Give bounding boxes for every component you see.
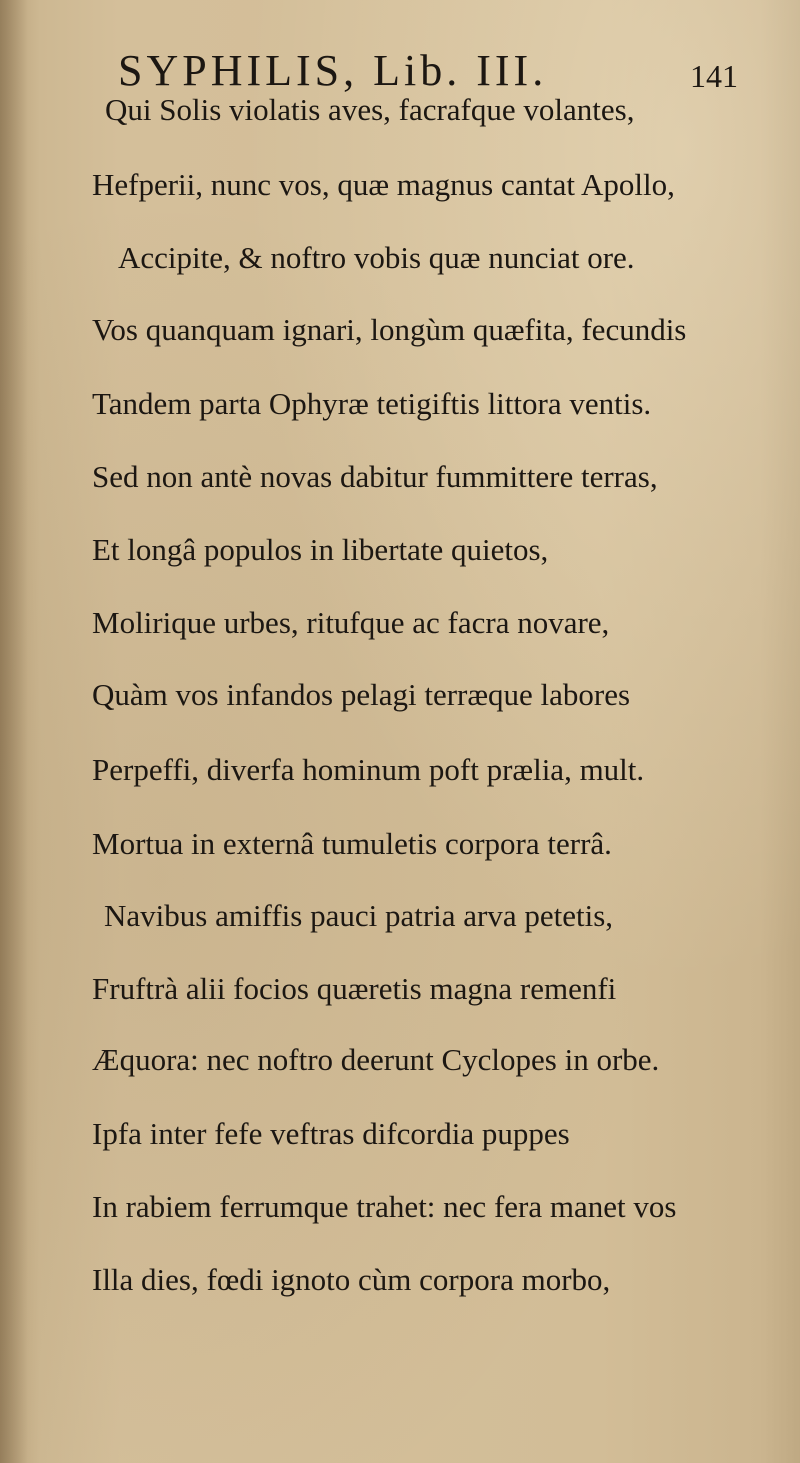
verse-line: Illa dies, fœdi ignoto cùm corpora morbo, — [92, 1262, 611, 1297]
verse-line: Quàm vos infandos pelagi terræque labores — [92, 677, 631, 712]
verse-line: Mortua in externâ tumuletis corpora terrâ. — [92, 826, 612, 861]
verse-line: Perpeffi, diverfa hominum poft prælia, mult. — [92, 752, 645, 787]
verse-line: Vos quanquam ignari, longùm quæfita, fecundis — [92, 312, 687, 347]
verse-line: Sed non antè novas dabitur fummittere terras, — [92, 459, 658, 494]
verse-line: Hefperii, nunc vos, quæ magnus cantat Apollo, — [92, 167, 675, 202]
verse-line: Navibus amiffis pauci patria arva petetis, — [104, 898, 614, 933]
page-number: 141 — [690, 58, 738, 94]
verse-line: Et longâ populos in libertate quietos, — [92, 532, 549, 567]
verse-line: Fruftrà alii focios quæretis magna remenfi — [92, 971, 617, 1006]
verse-line: Molirique urbes, ritufque ac facra novare, — [92, 605, 610, 640]
running-title: SYPHILIS, Lib. III. — [118, 46, 548, 95]
verse-line: Accipite, & noftro vobis quæ nunciat ore. — [118, 240, 635, 275]
page-gutter-shadow — [0, 0, 28, 1463]
verse-line: Qui Solis violatis aves, facrafque volantes, — [105, 92, 635, 127]
verse-line: Tandem parta Ophyræ tetigiftis littora ventis. — [92, 386, 652, 421]
verse-line: Ipfa inter fefe veftras difcordia puppes — [92, 1116, 570, 1151]
verse-line: In rabiem ferrumque trahet: nec fera manet vos — [92, 1189, 677, 1224]
verse-line: Æquora: nec noftro deerunt Cyclopes in orbe. — [92, 1042, 660, 1077]
